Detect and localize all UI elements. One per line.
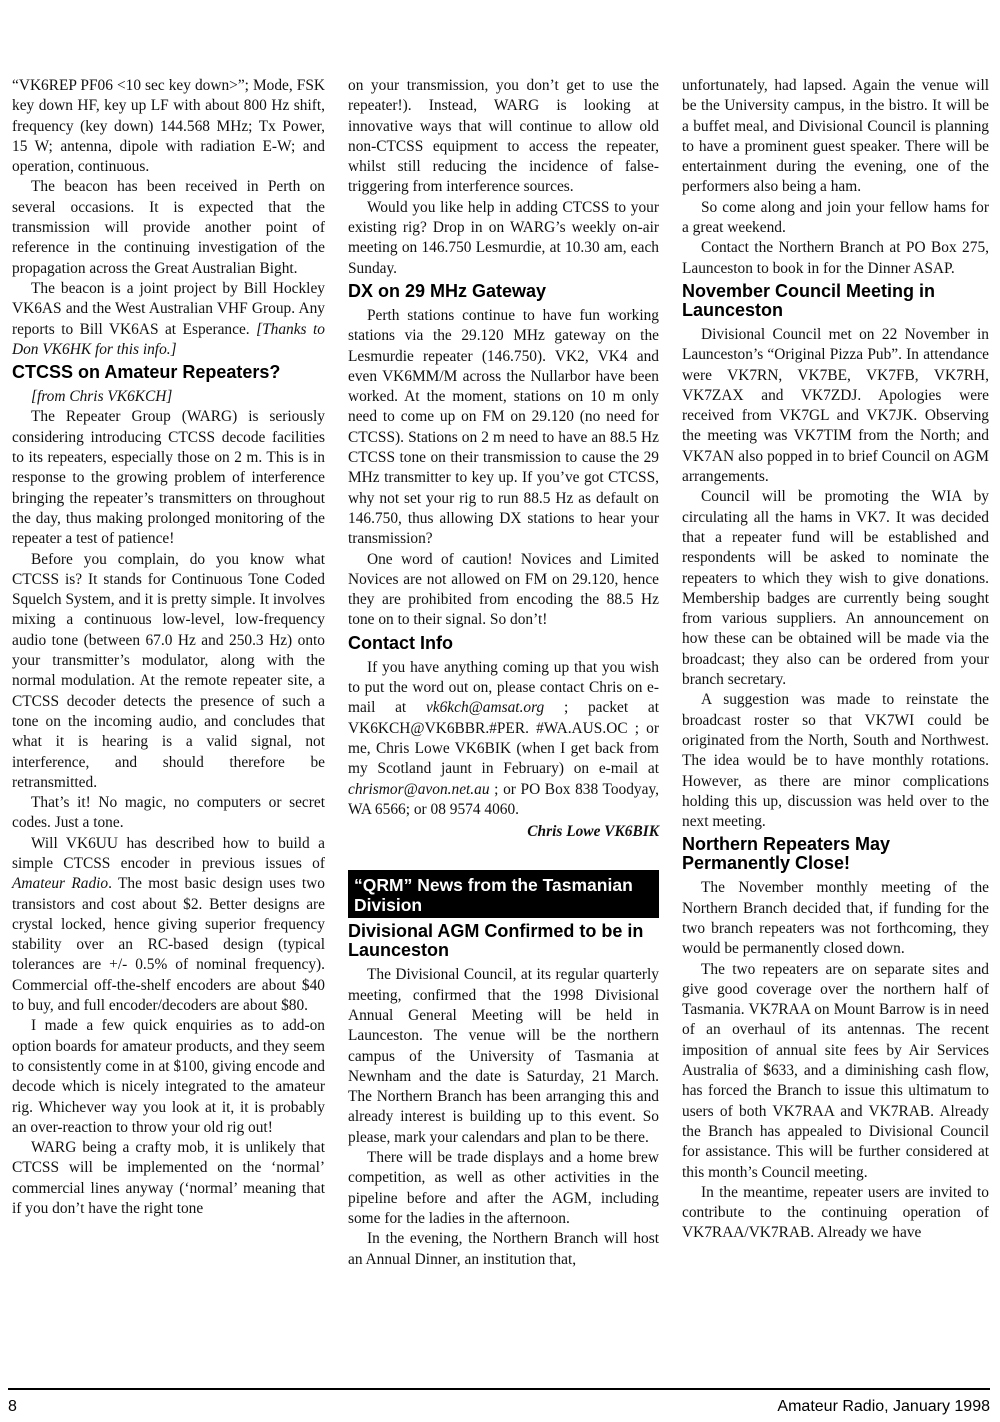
paragraph: Contact the Northern Branch at PO Box 275, Launceston to book in for the Dinner ASAP. bbox=[682, 239, 989, 277]
paragraph-text: If you have anything coming up that you wish to put the word out on, please contact Chris on e-mail at bbox=[348, 658, 659, 717]
publication-info: Amateur Radio, January 1998 bbox=[777, 1398, 990, 1415]
paragraph: The beacon has been received in Perth on several occasions. It is expected that the transmission will provide another point of reference in the continuing investigation of the propagation across the Great Australian Bight. bbox=[12, 178, 325, 277]
paragraph: The two repeaters are on separate sites and give good coverage over the northern half of Tasmania. VK7RAA on Mount Barrow is in need of an overhaul of its antennas. The recent imposition of annual site fees by Air Services Australia of $633, and a diminishing cash flow, has forced the Branch to issue this ultimatum to users of both VK7RAA and VK7RAB. Already the Branch has appealed to Divisional Council for assistance. This will be further considered at this month’s Council meeting. bbox=[682, 960, 989, 1181]
section-banner: “QRM” News from the Tasmanian Division bbox=[348, 870, 659, 918]
email-address: vk6kch@amsat.org bbox=[425, 699, 545, 717]
column-1 bbox=[12, 76, 325, 1219]
paragraph: There will be trade displays and a home brew competition, as well as other activities in the pipeline before and after the AGM, including some for the ladies in the afternoon. bbox=[348, 1149, 659, 1227]
heading-dx: DX on 29 MHz Gateway bbox=[348, 280, 547, 301]
paragraph: The November monthly meeting of the Northern Branch decided that, if funding for the two branch repeaters was not forthcoming, they would be permanently closed down. bbox=[682, 879, 989, 958]
paragraph-text: ; or PO Box 838 Toodyay, WA 6566; or 08 9574 4060. bbox=[348, 780, 659, 818]
page-footer bbox=[8, 1388, 990, 1415]
heading-november-meeting: November Council Meeting in Launceston bbox=[682, 280, 936, 320]
paragraph: In the evening, the Northern Branch will host an Annual Dinner, an institution that, bbox=[348, 1230, 659, 1268]
paragraph: I made a few quick enquiries as to add-on option boards for amateur products, and they seem to consistently come in at $100, giving encode and decode which is nicely integrated to the amateur rig. Whichever way you look at it, it is probably an over-reaction to throw your old rig out! bbox=[12, 1017, 325, 1136]
heading-ctcss: CTCSS on Amateur Repeaters? bbox=[12, 362, 281, 383]
heading-agm: Divisional AGM Confirmed to be in Launceston bbox=[348, 921, 644, 961]
paragraph-text: . The most basic design uses two transistors and cost about $2. Better designs are crystal locked, hence giving superior frequency stability over an RC-based design (typical tolerances are +/- 0.5% of nominal frequency). Commercial off-the-shelf encoders are about $40 to buy, and full encoder/decoders are about $80. bbox=[12, 875, 325, 1015]
paragraph: “VK6REP PF06 <10 sec key down>”; Mode, FSK key down HF, key up LF with about 800 Hz shift, frequency (key down) 144.568 MHz; Tx Power, 15 W; antenna, dipole with radiation E-W; and operation, continuous. bbox=[12, 77, 325, 176]
paragraph-text: Will VK6UU has described how to build a simple CTCSS encoder in previous issues of bbox=[12, 834, 325, 872]
heading-northern-repeaters: Northern Repeaters May Permanently Close! bbox=[682, 834, 891, 874]
paragraph: The Repeater Group (WARG) is seriously considering introducing CTCSS decode facilities to its repeaters, especially those on 2 m. This is in response to the growing problem of interference bringing the repeater’s transmitters on throughout the day, thus making prolonged monitoring of the repeater a test of patience! bbox=[12, 408, 325, 548]
column-2 bbox=[348, 76, 659, 1270]
paragraph: Before you complain, do you know what CTCSS is? It stands for Continuous Tone Coded Squelch System, and it is pretty simple. It involves mixing a continuous low-level, low-frequency audio tone (between 67.0 Hz and 250.3 Hz) onto your transmitter’s modulator, along with the normal modulation. At the remote repeater site, a CTCSS decoder detects the presence of such a tone on the incoming audio, and concludes that what it is hearing is a valid signal, not interference, and should therefore be retransmitted. bbox=[12, 550, 325, 791]
paragraph: So come along and join your fellow hams for a great weekend. bbox=[682, 198, 989, 237]
byline: [from Chris VK6KCH] bbox=[31, 388, 173, 406]
paragraph: on your transmission, you don’t get to use the repeater!). Instead, WARG is looking at innovative ways that will continue to allow old non-CTCSS equipment to access the repeater, whilst still reducing the incidence of false-triggering from interference sources. bbox=[348, 77, 659, 196]
paragraph: The Divisional Council, at its regular quarterly meeting, confirmed that the 1998 Divisional Annual General Meeting will be held in Launceston. The venue will be the northern campus of the University of Tasmania at Newnham and the date is Saturday, 21 March. The Northern Branch has been arranging this and already interest is building up to this event. So please, mark your calendars and plan to be there. bbox=[348, 966, 659, 1146]
paragraph: unfortunately, had lapsed. Again the venue will be the University campus, in the bistro. It will be a buffet meal, and Divisional Council is planning to have a prominent guest speaker. There will be entertainment during the evening, one of the performers also being a ham. bbox=[682, 77, 989, 196]
paragraph bbox=[12, 834, 325, 1017]
paragraph: Perth stations continue to have fun working stations via the 29.120 MHz gateway on the Lesmurdie repeater (146.750). VK2, VK4 and even VK6MM/M across the Nullarbor have been worked. At the moment, stations on 10 m only need to come up on FM on 29.120 (no need for CTCSS). Stations on 2 m need to have an 88.5 Hz CTCSS tone on their transmission to cause the 29 MHz transmitter to key up. If you’ve got CTCSS, why not set your rig to run 88.5 Hz as default on 146.750, thus allowing DX stations to hear your transmission? bbox=[348, 306, 659, 548]
paragraph: That’s it! No magic, no computers or secret codes. Just a tone. bbox=[12, 794, 325, 832]
paragraph: Council will be promoting the WIA by circulating all the hams in VK7. It was decided that a repeater fund will be established and respondents will be asked to nominate the repeaters to which they wish to give donations. Membership badges are currently being sought from various suppliers. An announcement on how these can be obtained will be made via the broadcast; they also can be ordered from your branch secretary. bbox=[682, 488, 989, 689]
paragraph: Would you like help in adding CTCSS to your existing rig? Drop in on WARG’s weekly on-air meeting on 146.750 Lesmurdie, at 10.30 am, each Sunday. bbox=[348, 198, 659, 277]
paragraph-text: ; packet at VK6KCH@VK6BBR.#PER. #WA.AUS.OC ; or me, Chris Lowe VK6BIK (when I get back from my Scotland jaunt in February) on e-mail at bbox=[348, 699, 659, 778]
signature: Chris Lowe VK6BIK bbox=[527, 823, 659, 841]
paragraph bbox=[12, 279, 325, 360]
magazine-title: Amateur Radio bbox=[12, 875, 109, 893]
thanks-note: [Thanks to Don VK6HK for this info.] bbox=[12, 320, 325, 358]
column-3 bbox=[682, 76, 989, 1244]
paragraph-text: The beacon is a joint project by Bill Hockley VK6AS and the West Australian VHF Group. Any reports to Bill VK6AS at Esperance. bbox=[12, 279, 325, 338]
paragraph: Divisional Council met on 22 November in Launceston’s “Original Pizza Pub”. In attendance were VK7RN, VK7BE, VK7FB, VK7RH, VK7ZAX and VK7ZDJ. Apologies were received from VK7GL and VK7JK. Observing the meeting was VK7TIM from the North; and VK7AN also popped in to brief Council on AGM arrangements. bbox=[682, 325, 989, 486]
paragraph: One word of caution! Novices and Limited Novices are not allowed on FM on 29.120, hence they are prohibited from encoding the 88.5 Hz tone on to their signal. So don’t! bbox=[348, 550, 659, 629]
paragraph: In the meantime, repeater users are invited to contribute to the continuing operation of VK7RAA/VK7RAB. Already we have bbox=[682, 1183, 989, 1242]
page-number: 8 bbox=[8, 1398, 17, 1415]
paragraph: WARG being a crafty mob, it is unlikely that CTCSS will be implemented on the ‘normal’ commercial lines anyway (‘normal’ meaning that if you don’t have the right tone bbox=[12, 1139, 325, 1218]
heading-contact: Contact Info bbox=[348, 632, 453, 653]
paragraph: A suggestion was made to reinstate the broadcast roster so that VK7WI could be originated from the North, South and Northwest. The idea would be to have monthly rotations. However, as there are minor complications holding this up, discussion was held over to the next meeting. bbox=[682, 691, 989, 831]
paragraph bbox=[348, 658, 659, 820]
email-address: chrismor@avon.net.au bbox=[348, 780, 490, 798]
